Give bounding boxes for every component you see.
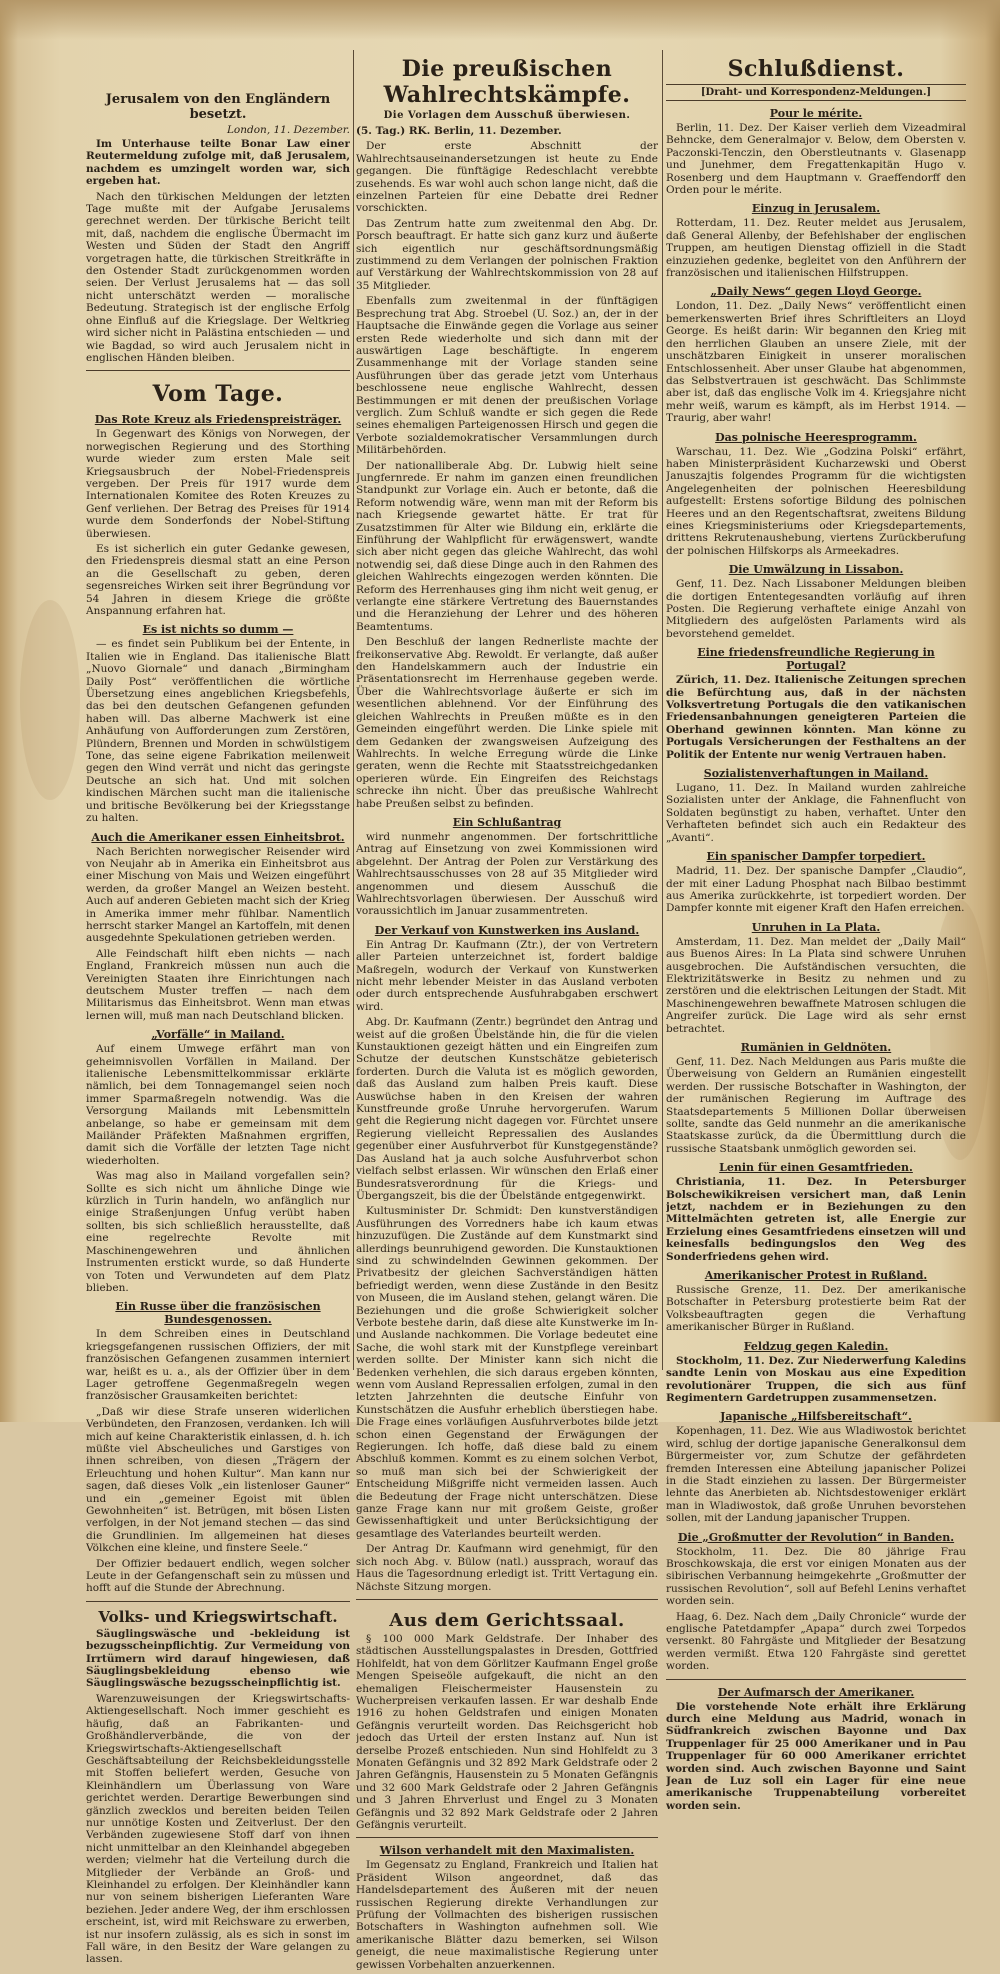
article-paragraph: Auf einem Umwege erfährt man von geheimnisvollen Vorfällen in Mailand. Der italienische Lebensmittelkommissar erklärte nämlich, bei dem Tonnagemangel seien noch immer Sparmaßregeln notwendig. Was die Versorgung Mailands mit Lebensmitteln anbelange, so habe er gemeinsam mit dem Mailänder Präfekten Maßnahmen ergriffen, damit sich die Vorfälle der letzten Tage nicht wiederholten. bbox=[86, 1043, 350, 1167]
article-paragraph: Warschau, 11. Dez. Wie „Godzina Polski“ erfährt, haben Ministerpräsident Kucharzewski und Oberst Januszajtis folgendes Programm für die wichtigsten Angelegenheiten der polnischen Heeresbildung aufgestellt: Erstens sofortige Bildung des polnischen Heeres und an den Regentschaftsrat, zweitens Bildung eines Kriegsministeriums oder Kriegsdepartements, drittens Rekrutenaushebung, viertens Zurückberufung der polnischen Hilfskorps als Armeekadres. bbox=[666, 445, 966, 557]
article-paragraph: Russische Grenze, 11. Dez. Der amerikanische Botschafter in Petersburg protestierte beim Rat der Volksbeauftragten gegen die Verhaftung amerikanischer Bürger in Rußland. bbox=[666, 1284, 966, 1334]
article-paragraph: Genf, 11. Dez. Nach Lissaboner Meldungen bleiben die dortigen Ententegesandten vorläufig auf ihren Posten. Die Regierung verhaftete einige Anzahl von Mitgliedern des aufgelösten Parlaments wird als bevorstehend gemeldet. bbox=[666, 578, 966, 640]
divider bbox=[86, 370, 350, 371]
article-paragraph: Der Antrag Dr. Kaufmann wird genehmigt, für den sich noch Abg. v. Bülow (natl.) aussprach, worauf das Haus die Tagesordnung erledigt ist. Tritt Vertagung ein. Nächste Sitzung morgen. bbox=[356, 1543, 658, 1593]
article-paragraph: „Daß wir diese Strafe unseren widerlichen Verbündeten, den Franzosen, verdanken. Ich will mich auf keine Charakteristik einlassen, d. h. ich müßte viel Abscheuliches und Garstiges von ihnen schreiben, von diesen „Trägern der Erleuchtung und hohen Kultur“. Man kann nur sagen, daß dieses Volk „ein listenloser Gauner“ und ein „gemeiner Egoist mit üblen Gewohnheiten“ ist. Betrügen, mit bösen Listen verfolgen, in der Not jemand stechen — das sind die Grundlinien. Im allgemeinen hat dieses Völkchen eine kleine, und finstere Seele.“ bbox=[86, 1405, 350, 1555]
headline-kaledin: Feldzug gegen Kaledin. bbox=[743, 1339, 889, 1353]
headline-amerikaner: Auch die Amerikaner essen Einheitsbrot. bbox=[91, 830, 345, 844]
paper-edge bbox=[0, 0, 1000, 40]
column-rule bbox=[353, 50, 354, 1370]
section-title-vom-tage: Vom Tage. bbox=[152, 381, 284, 408]
article-paragraph: Rotterdam, 11. Dez. Reuter meldet aus Jerusalem, daß General Allenby, der Befehlshaber der englischen Truppen, am heutigen Dienstag offiziell in die Stadt einzuziehen gedenke, begleitet von den Anführern der französischen und italienischen Hilfstruppen. bbox=[666, 217, 966, 280]
headline-einzug: Einzug in Jerusalem. bbox=[751, 202, 881, 216]
headline-schlussantrag: Ein Schlußantrag bbox=[452, 815, 562, 829]
headline-dampfer: Ein spanischer Dampfer torpediert. bbox=[706, 850, 926, 864]
article-paragraph: Der Offizier bedauert endlich, wegen solcher Leute in der Gefangenschaft sein zu müssen und hofft auf die Stunde der Abrechnung. bbox=[86, 1557, 350, 1595]
article-paragraph: Amsterdam, 11. Dez. Man meldet der „Daily Mail“ aus Buenos Aires: In La Plata sind schwere Unruhen ausgebrochen. Die Aufständischen versuchten, die Elektrizitätswerke in Besitz zu nehmen und zu zerstören und die elektrischen Leitungen der Stadt. Mit Maschinengewehren bewaffnete Matrosen schlugen die Angreifer zurück. Die Lage wird als sehr ernst betrachtet. bbox=[666, 935, 966, 1035]
article-paragraph: Stockholm, 11. Dez. Die 80 jährige Frau Broschkowskaja, die erst vor einigen Monaten aus der sibirischen Verbannung heimgekehrte „Großmutter der russischen Revolution“, soll auf Befehl Lenins verhaftet worden sein. bbox=[666, 1545, 966, 1608]
article-paragraph: Es ist sicherlich ein guter Gedanke gewesen, den Friedenspreis diesmal statt an eine Person an die Gesellschaft zu geben, deren segensreiches Wirken seit ihrer Begründung vor 54 Jahren in diesem Kriege die größte Anspannung erfahren hat. bbox=[86, 542, 350, 617]
headline-russe: Ein Russe über die französischen Bundesgenossen. bbox=[115, 1300, 321, 1327]
headline-aufmarsch: Der Aufmarsch der Amerikaner. bbox=[717, 1685, 915, 1699]
article-paragraph: In dem Schreiben eines in Deutschland kriegsgefangenen russischen Offiziers, der mit französischen Gefangenen zusammen interniert war, heißt es u. a., als der Offizier über in dem Lager getroffene Gegenmaßregeln wegen französischer Grausamkeiten berichtet: bbox=[86, 1328, 350, 1403]
article-paragraph: Berlin, 11. Dez. Der Kaiser verlieh dem Vizeadmiral Behncke, dem Generalmajor v. Below, dem Obersten v. Paczonski-Tenczin, den Oberstleutnants v. Glasenapp und Junehmer, dem Fregattenkapitän Hugo v. Rosenberg und dem Hauptmann v. Graeffendorff den Orden pour le mérite. bbox=[666, 122, 966, 197]
section-title-volkswirtschaft: Volks- und Kriegswirtschaft. bbox=[98, 1607, 338, 1626]
article-paragraph: Alle Feindschaft hilft eben nichts — nach England, Frankreich müssen nun auch die Vereinigten Staaten ihre Einrichtungen nach deutschem Muster treffen — nach dem Militarismus das Einheitsbrot. Wenn man etwas lernen will, muß man nach Deutschland blicken. bbox=[86, 947, 350, 1022]
article-paragraph: Ein Antrag Dr. Kaufmann (Ztr.), der von Vertretern aller Parteien unterzeichnet ist, fordert baldige Maßregeln, wodurch der Verkauf von Kunstwerken nicht mehr lebender Meister in das Ausland verboten oder durch entsprechende Ausfuhrabgaben erschwert wird. bbox=[356, 938, 658, 1013]
article-paragraph: Im Gegensatz zu England, Frankreich und Italien hat Präsident Wilson angeordnet, daß das Handelsdepartement des Äußeren mit der neuen russischen Regierung direkte Verhandlungen zur Prüfung der Vollmachten des bisherigen russischen Botschafters in Washington aufnehmen soll. Wie amerikanische Blätter dazu bemerken, sei Wilson geneigt, die neue maximalistische Regierung unter gewissen Vorbehalten anzuerkennen. bbox=[356, 1859, 658, 1971]
divider bbox=[666, 1679, 966, 1680]
article-paragraph: Den Beschluß der langen Rednerliste machte der freikonservative Abg. Rewoldt. Er verlangte, daß außer den Handelskammern auch der Industrie ein Präsentationsrecht im Herrenhause gegeben werde. Über die Wahlrechtsvorlage äußerte er sich im wesentlichen ablehnend. Vor der Einführung des gleichen Wahlrechts in Preußen müßte es in den Gemeinden eingeführt werden. Die Linke spiele mit dem Gedanken der zwangsweisen Aufzeigung des Wahlrechts. In welche Erregung würde die Linke geraten, wenn die Rechte mit Staatsstreichgedanken operieren würde. Ein Eingreifen des Reichstags schrecke ihn nicht. Über das preußische Wahlrecht habe Preußen selbst zu befinden. bbox=[356, 636, 658, 810]
article-paragraph: Der erste Abschnitt der Wahlrechtsauseinandersetzungen ist heute zu Ende gegangen. Die fünftägige Redeschlacht verebbte zusehends. Es war wohl auch schon lange nicht, daß die einzelnen Parteien für eine Debatte drei Redner vorschickten. bbox=[356, 140, 658, 215]
article-paragraph: Genf, 11. Dez. Nach Meldungen aus Paris mußte die Überweisung von Geldern an Rumänien eingestellt werden. Der russische Botschafter in Washington, der der rumänischen Regierung im Auftrage des Staatsdepartements 5 Millionen Dollar überweisen sollte, sandte das Geld nunmehr an die amerikanische Staatskasse zurück, da die Übermittlung durch die russische Staatsbank unmöglich geworden sei. bbox=[666, 1055, 966, 1155]
headline-schlussdienst: Schlußdienst. bbox=[727, 56, 905, 82]
article-paragraph: Das Zentrum hatte zum zweitenmal den Abg. Dr. Porsch beauftragt. Er hatte sich ganz kurz und äußerte sich eigentlich nur geschäftsordnungsmäßig zustimmend zu dem Verlangen der polnischen Fraktion auf Verstärkung der Wahlrechtskommission von 28 auf 35 Mitglieder. bbox=[356, 217, 658, 292]
article-paragraph: Zürich, 11. Dez. Italienische Zeitungen sprechen die Befürchtung aus, daß in der nächsten Volksvertretung Portugals die den vatikanischen Friedensanbahnungen geneigteren Parteien die Oberhand gewinnen könnten. Man könne zu Portugals Versicherungen der Festhaltens an der Politik der Entente nur wenig Vertrauen haben. bbox=[666, 674, 966, 761]
article-paragraph: Lugano, 11. Dez. In Mailand wurden zahlreiche Sozialisten unter der Anklage, die Fahnenflucht von Soldaten begünstigt zu haben, verhaftet. Unter den Verhafteten befindet sich auch ein Redakteur des „Avanti“. bbox=[666, 782, 966, 844]
column-left bbox=[86, 38, 350, 1969]
headline-gerichtssaal: Aus dem Gerichtssaal. bbox=[389, 1609, 625, 1631]
headline-jerusalem: Jerusalem von den Engländern besetzt. bbox=[105, 92, 331, 122]
article-paragraph: Stockholm, 11. Dez. Zur Niederwerfung Kaledins sandte Lenin von Moskau aus eine Expedition revolutionärer Truppen, die sich aus fünf Regimentern Gardetruppen zusammensetzen. bbox=[666, 1354, 966, 1404]
article-paragraph: London, 11. Dez. „Daily News“ veröffentlicht einen bemerkenswerten Brief ihres Schriftleiters an Lloyd George. Es heißt darin: Wir begannen den Krieg mit den herrlichen Glauben an unsere Ziele, mit der unschätzbaren Einigkeit in unserer moralischen Entschlossenheit. Aber unser Glaube hat abgenommen, das Selbstvertrauen ist geschwächt. Das Schlimmste aber ist, daß das englische Volk im 4. Kriegsjahre nicht mehr weiß, warum es kämpft, als im Herbst 1914. — Traurig, aber wahr! bbox=[666, 300, 966, 425]
headline-la-plata: Unruhen in La Plata. bbox=[751, 920, 881, 934]
article-paragraph: Haag, 6. Dez. Nach dem „Daily Chronicle“ wurde der englische Patetdampfer „Apapa“ durch zwei Torpedos versenkt. 80 Fahrgäste und Mitglieder der Besatzung werden vermißt. Etwa 120 Fahrgäste sind gerettet worden. bbox=[666, 1610, 966, 1673]
article-paragraph: Der nationalliberale Abg. Dr. Lubwig hielt seine Jungfernrede. Er nahm im ganzen einen freundlichen Standpunkt zur Vorlage ein. Auch er betonte, daß die Reform notwendig wäre, wenn man mit der Reform bis nach Kriegsende gewartet hätte. Er trat für Zusatzstimmen für Alter wie Bildung ein, erklärte die Einführung der Wahlpflicht für erwägenswert, wandte sich aber nicht gegen das gleiche Wahlrecht, das wohl notwendig sei, daß diese Dinge auch in den Rahmen des gleichen Wahlrechts eingezogen werden könnten. Die Reform des Herrenhauses ging ihm nicht weit genug, er verlangte eine stärkere Vertretung des Bauernstandes und die Heranziehung der Lehrer und des höheren Beamtentums. bbox=[356, 459, 658, 633]
article-paragraph: Ebenfalls zum zweitenmal in der fünftägigen Besprechung trat Abg. Stroebel (U. Soz.) an, der in der Hauptsache die Einwände gegen die Vorlage aus seiner ersten Rede wiederholte und sich dann mit der auswärtigen Lage beschäftigte. In engerem Zusammenhange mit der Vorlage standen seine Ausführungen über das gerade jetzt vom Unterhaus beschlossene neue englische Wahlrecht, dessen Bestimmungen er mit denen der preußischen Vorlage verglich. Zum Schluß wandte er sich gegen die Rede seines ehemaligen Parteigenossen Hirsch und gegen die Verbote sozialdemokratischer Versammlungen durch Militärbehörden. bbox=[356, 295, 658, 457]
headline-dumm: Es ist nichts so dumm — bbox=[142, 623, 294, 637]
headline-japan: Japanische „Hilfsbereitschaft“. bbox=[720, 1410, 912, 1424]
article-paragraph: In Gegenwart des Königs von Norwegen, der norwegischen Regierung und des Storthing wurde wieder zum ersten Male seit Kriegsausbruch der Nobel-Friedenspreis vergeben. Der Preis für 1917 wurde dem Internationalen Komitee des Roten Kreuzes zu Genf verliehen. Der Betrag des Preises für 1914 wurde dem Sonderfonds der Nobel-Stiftung überwiesen. bbox=[86, 428, 350, 540]
article-paragraph: Was mag also in Mailand vorgefallen sein? Sollte es sich nicht um ähnliche Dinge wie kürzlich in Turin handeln, wo anfänglich nur einige Straßenjungen Unfug verübt haben sollten, bis sich schließlich herausstellte, daß eine regelrechte Revolte mit Maschinengewehren und ähnlichen Instrumenten erstickt wurde, so daß Hunderte von Toten und Verwundeten auf dem Platz blieben. bbox=[86, 1170, 350, 1294]
headline-grossmutter: Die „Großmutter der Revolution“ in Banden. bbox=[677, 1530, 955, 1544]
dateline: (5. Tag.) RK. Berlin, 11. Dezember. bbox=[356, 125, 562, 137]
headline-merite: Pour le mérite. bbox=[769, 107, 863, 120]
column-rule bbox=[662, 50, 663, 1370]
paper-stain bbox=[20, 600, 80, 800]
headline-wilson: Wilson verhandelt mit den Maximalisten. bbox=[379, 1844, 635, 1858]
article-paragraph: Christiania, 11. Dez. In Petersburger Bolschewikikreisen versichert man, daß Lenin jetzt, nachdem er in Beziehungen zu den Mittelmächten getreten ist, alle Energie zur Erzielung eines Gesamtfriedens einsetzen will und keinesfalls bedingungslos den Weg des Sonderfriedens gehen wird. bbox=[666, 1176, 966, 1263]
article-paragraph: Nach den türkischen Meldungen der letzten Tage mußte mit der Aufgabe Jerusalems gerechnet werden. Der türkische Bericht teilt mit, daß, nachdem die englische Übermacht im Westen und Süden der Stadt den Angriff vorgetragen hatte, die türkischen Streitkräfte in den Ostender Stadt zurückgenommen worden seien. Der Verlust Jerusalems hat — das soll nicht unterschätzt werden — moralische Bedeutung. Strategisch ist der englische Erfolg ohne Einfluß auf die Kriegslage. Der Weltkrieg wird sicher nicht in Palästina entschieden — und wie Bagdad, so wird auch Jerusalem nicht in englischen Händen bleiben. bbox=[86, 190, 350, 364]
article-paragraph: Säuglingswäsche und -bekleidung ist bezugsscheinpflichtig. Zur Vermeidung von Irrtümern wird darauf hingewiesen, daß Säuglingsbekleidung ebenso wie Säuglingswäsche bezugsscheinpflichtig ist. bbox=[86, 1627, 350, 1690]
headline-rumaenien: Rumänien in Geldnöten. bbox=[740, 1040, 892, 1054]
article-paragraph: Madrid, 11. Dez. Der spanische Dampfer „Claudio“, der mit einer Ladung Phosphat nach Bilbao bestimmt aus Amerika zurückkehrte, ist torpediert worden. Der Dampfer konnte mit eigener Kraft den Hafen erreichen. bbox=[666, 865, 966, 915]
headline-sozialisten: Sozialistenverhaftungen in Mailand. bbox=[703, 767, 929, 781]
headline-kunstwerke: Der Verkauf von Kunstwerken ins Ausland. bbox=[374, 923, 640, 937]
headline-daily-news: „Daily News“ gegen Lloyd George. bbox=[710, 285, 922, 299]
headline-lissabon: Die Umwälzung in Lissabon. bbox=[728, 563, 904, 577]
dateline: London, 11. Dezember. bbox=[226, 124, 350, 136]
column-right bbox=[666, 38, 966, 1815]
article-paragraph: Die vorstehende Note erhält ihre Erklärung durch eine Meldung aus Madrid, wonach in Südfrankreich zwischen Bayonne und Dax Truppenlager für 25 000 Amerikaner und in Pau Truppenlager für 60 000 Amerikaner errichtet worden sind. Auch zwischen Bayonne und Saint Jean de Luz soll ein Lager für eine neue amerikanische Truppenabteilung vorbereitet worden sein. bbox=[666, 1700, 966, 1812]
divider bbox=[356, 1599, 658, 1600]
divider bbox=[356, 1837, 658, 1838]
headline-protest: Amerikanischer Protest in Rußland. bbox=[704, 1269, 928, 1283]
headline-heeresprogramm: Das polnische Heeresprogramm. bbox=[715, 430, 917, 444]
article-lead: Im Unterhause teilte Bonar Law einer Reutermeldung zufolge mit, daß Jerusalem, nachdem es umzingelt worden war, sich ergeben hat. bbox=[86, 138, 350, 188]
article-paragraph: wird nunmehr angenommen. Der fortschrittliche Antrag auf Einsetzung von zwei Kommissionen wird abgelehnt. Der Antrag der Polen zur Verstärkung des Wahlrechtsausschusses von 28 auf 35 Mitglieder wird angenommen und diesem Ausschuß die Wahlrechtsvorlagen überwiesen. Der Ausschuß wird voraussichtlich im Januar zusammentreten. bbox=[356, 830, 658, 918]
article-paragraph: § 100 000 Mark Geldstrafe. Der Inhaber des städtischen Ausstellungspalastes in Dresden, Gottfried Hohlfeldt, hat von dem Görlitzer Kaufmann Engel große Mengen Speiseöle aufgekauft, die nicht an den ehemaligen Fleischermeister Hausenstein zu Wucherpreisen verkaufen lassen. Er war deshalb Ende 1916 zu hohen Geldstrafen und einigen Monaten Gefängnis verurteilt worden. Das Reichsgericht hob jedoch das Urteil der ersten Instanz auf. Nun ist derselbe Prozeß entschieden. Nun sind Hohlfeldt zu 3 Monaten Gefängnis und 32 892 Mark Geldstrafe oder 2 Jahren Gefängnis, Hausenstein zu 5 Monaten Gefängnis und 32 600 Mark Geldstrafe oder 2 Jahren Gefängnis und 3 Jahren Ehrverlust und Engel zu 3 Monaten Gefängnis und 32 892 Mark Geldstrafe oder 2 Jahren Gefängnis verurteilt. bbox=[356, 1632, 658, 1831]
article-paragraph: Abg. Dr. Kaufmann (Zentr.) begründet den Antrag und weist auf die großen Übelstände hin, die für die vielen Kunstauktionen gezeigt hätten und ein Eingreifen zum Schutze der deutschen Kunstschätze gebieterisch forderten. Durch die Valuta ist es möglich geworden, daß das Ausland zum halben Preis kauft. Diese Auswüchse haben in den Kreisen der wahren Kunstfreunde große Unruhe hervorgerufen. Warum geht die Regierung nicht dagegen vor. Fürchtet unsere Regierung vielleicht Repressalien des Auslandes gegenüber einer Ausfuhrverbot für Kunstgegenstände? Das Ausland hat ja auch solche Ausfuhrverbot schon vielfach selbst erlassen. Wir wünschen den Erlaß einer Bundesratsverordnung für die Kriegs- und Übergangszeit, bis die der Übelstände entgegenwirkt. bbox=[356, 1016, 658, 1202]
subheadline: Die Vorlagen dem Ausschuß überwiesen. bbox=[383, 110, 631, 121]
article-paragraph: — es findet sein Publikum bei der Entente, in Italien wie in England. Das italienische Blatt „Nuovo Giornale“ und danach „Birmingham Daily Post“ veröffentlichen die wörtliche Übersetzung eines angeblichen Kriegsbefehls, das bei den deutschen Gefangenen gefunden haben will. Das alberne Machwerk ist eine Anhäufung von Aufforderungen zum Zerstören, Plündern, Brennen und Morden in schwülstigem Tone, das seine eigene Fabrikation meilenweit gegen den Wind verrät und nicht das geringste Deutsche an sich hat. Und mit solchen kindischen Märchen sucht man die italienische und britische Bevölkerung bei der Kriegsstange zu halten. bbox=[86, 638, 350, 825]
article-paragraph: Kopenhagen, 11. Dez. Wie aus Wladiwostok berichtet wird, schlug der dortige japanische Generalkonsul dem Bürgermeister vor, zum Schutze der gefährdeten fremden Interessen eine Abteilung japanischer Polizei in die Stadt einziehen zu lassen. Der Bürgermeister lehnte das Anerbieten ab. Nichtsdestoweniger erklärt man in Wladiwostok, daß große Unruhen bevorstehen sollen, mit der Landung japanischer Truppen. bbox=[666, 1425, 966, 1525]
section-label: [Draht- und Korrespondenz-Meldungen.] bbox=[666, 84, 966, 101]
article-paragraph: Kultusminister Dr. Schmidt: Den kunstverständigen Ausführungen des Vorredners habe ich kaum etwas hinzuzufügen. Die Zustände auf dem Kunstmarkt sind allerdings beunruhigend geworden. Die Kunstauktionen sind zu schwindelnden Gewinnen gekommen. Der Privatbesitz der gleichen Sachverständigen hätten befriedigt werden, wenn diese Zustände in den Besitz von Museen, die im Ausland stehen, gelangt wären. Die Beziehungen und die große Schwierigkeit solcher Verbote bestehe darin, daß diese alte Kunstwerke im In- und Auslande nachkommen. Die Vorlage bedeutet eine Sache, die wohl stark mit der Kunstpflege vereinbart werden sollte. Der Minister kann sich nicht die Bedenken verhehlen, die sich daraus ergeben könnten, wenn vom Ausland Repressalien erfolgen, zumal in den letzten Jahrzehnten die deutsche Einfuhr von Kunstschätzen die Ausfuhr erheblich überstiegen habe. Die Frage eines vorläufigen Ausfuhrverbotes bilde jetzt schon einen Gegenstand der Erwägungen der Regierungen. Ich hoffe, daß diese bald zu einem Abschluß kommen. Kommt es zu einem solchen Verbot, so muß man sich bei der Schwierigkeit der Entscheidung Mißgriffe nicht vermeiden lassen. Auch die Bedeutung der Frage nicht unterschätzen. Diese ganze Frage kann nur mit großem Geiste, großer Gewissenhaftigkeit und unter Berücksichtigung der gesamtlage des Vaterlandes beurteilt werden. bbox=[356, 1205, 658, 1540]
headline-rotes-kreuz: Das Rote Kreuz als Friedenspreisträger. bbox=[94, 413, 342, 427]
headline-portugal: Eine friedensfreundliche Regierung in Portugal? bbox=[697, 646, 935, 673]
headline-wahlrechtskaempfe: Die preußischen Wahlrechtskämpfe. bbox=[383, 56, 631, 108]
article-paragraph: Nach Berichten norwegischer Reisender wird von Neujahr ab in Amerika ein Einheitsbrot aus einer Mischung von Mais und Weizen eingeführt werden, da großer Mangel an Weizen besteht. Auch auf anderen Gebieten macht sich der Krieg in Amerika immer mehr fühlbar. Namentlich herrscht starker Mangel an Kartoffeln, mit denen ausgedehnte Spekulationen getrieben werden. bbox=[86, 845, 350, 945]
article-paragraph: Warenzuweisungen der Kriegswirtschafts-Aktiengesellschaft. Noch immer geschieht es häufig, daß an Fabrikanten- und Großhändlerverbände, die von der Kriegswirtschafts-Aktiengesellschaft Geschäftsabteilung der Reichsbekleidungsstelle mit Stoffen beliefert werden, Gesuche von Kleinhändlern um Überlassung von Ware gerichtet werden. Derartige Bewerbungen sind gänzlich zwecklos und bereiten beiden Teilen nur unnötige Kosten und Zeitverlust. Der den Verbänden zugewiesene Stoff darf von ihnen nicht unmittelbar an den Kleinhandel abgegeben werden; vielmehr hat die Verteilung durch die Mitglieder der Verbände an Groß- und Kleinhandel zu erfolgen. Der Kleinhändler kann nur von seinem bisherigen Lieferanten Ware beziehen. Jeder andere Weg, der ihm erschlossen erscheint, ist, wird mit Reichsware zu erwerben, ist nur insofern zulässig, als es sich in sonst im Fall wäre, in den Besitz der Ware gelangen zu lassen. bbox=[86, 1692, 350, 1966]
divider bbox=[86, 1601, 350, 1602]
headline-lenin: Lenin für einen Gesamtfrieden. bbox=[719, 1161, 913, 1175]
column-middle bbox=[356, 38, 658, 1974]
headline-mailand: „Vorfälle“ in Mailand. bbox=[151, 1028, 285, 1042]
